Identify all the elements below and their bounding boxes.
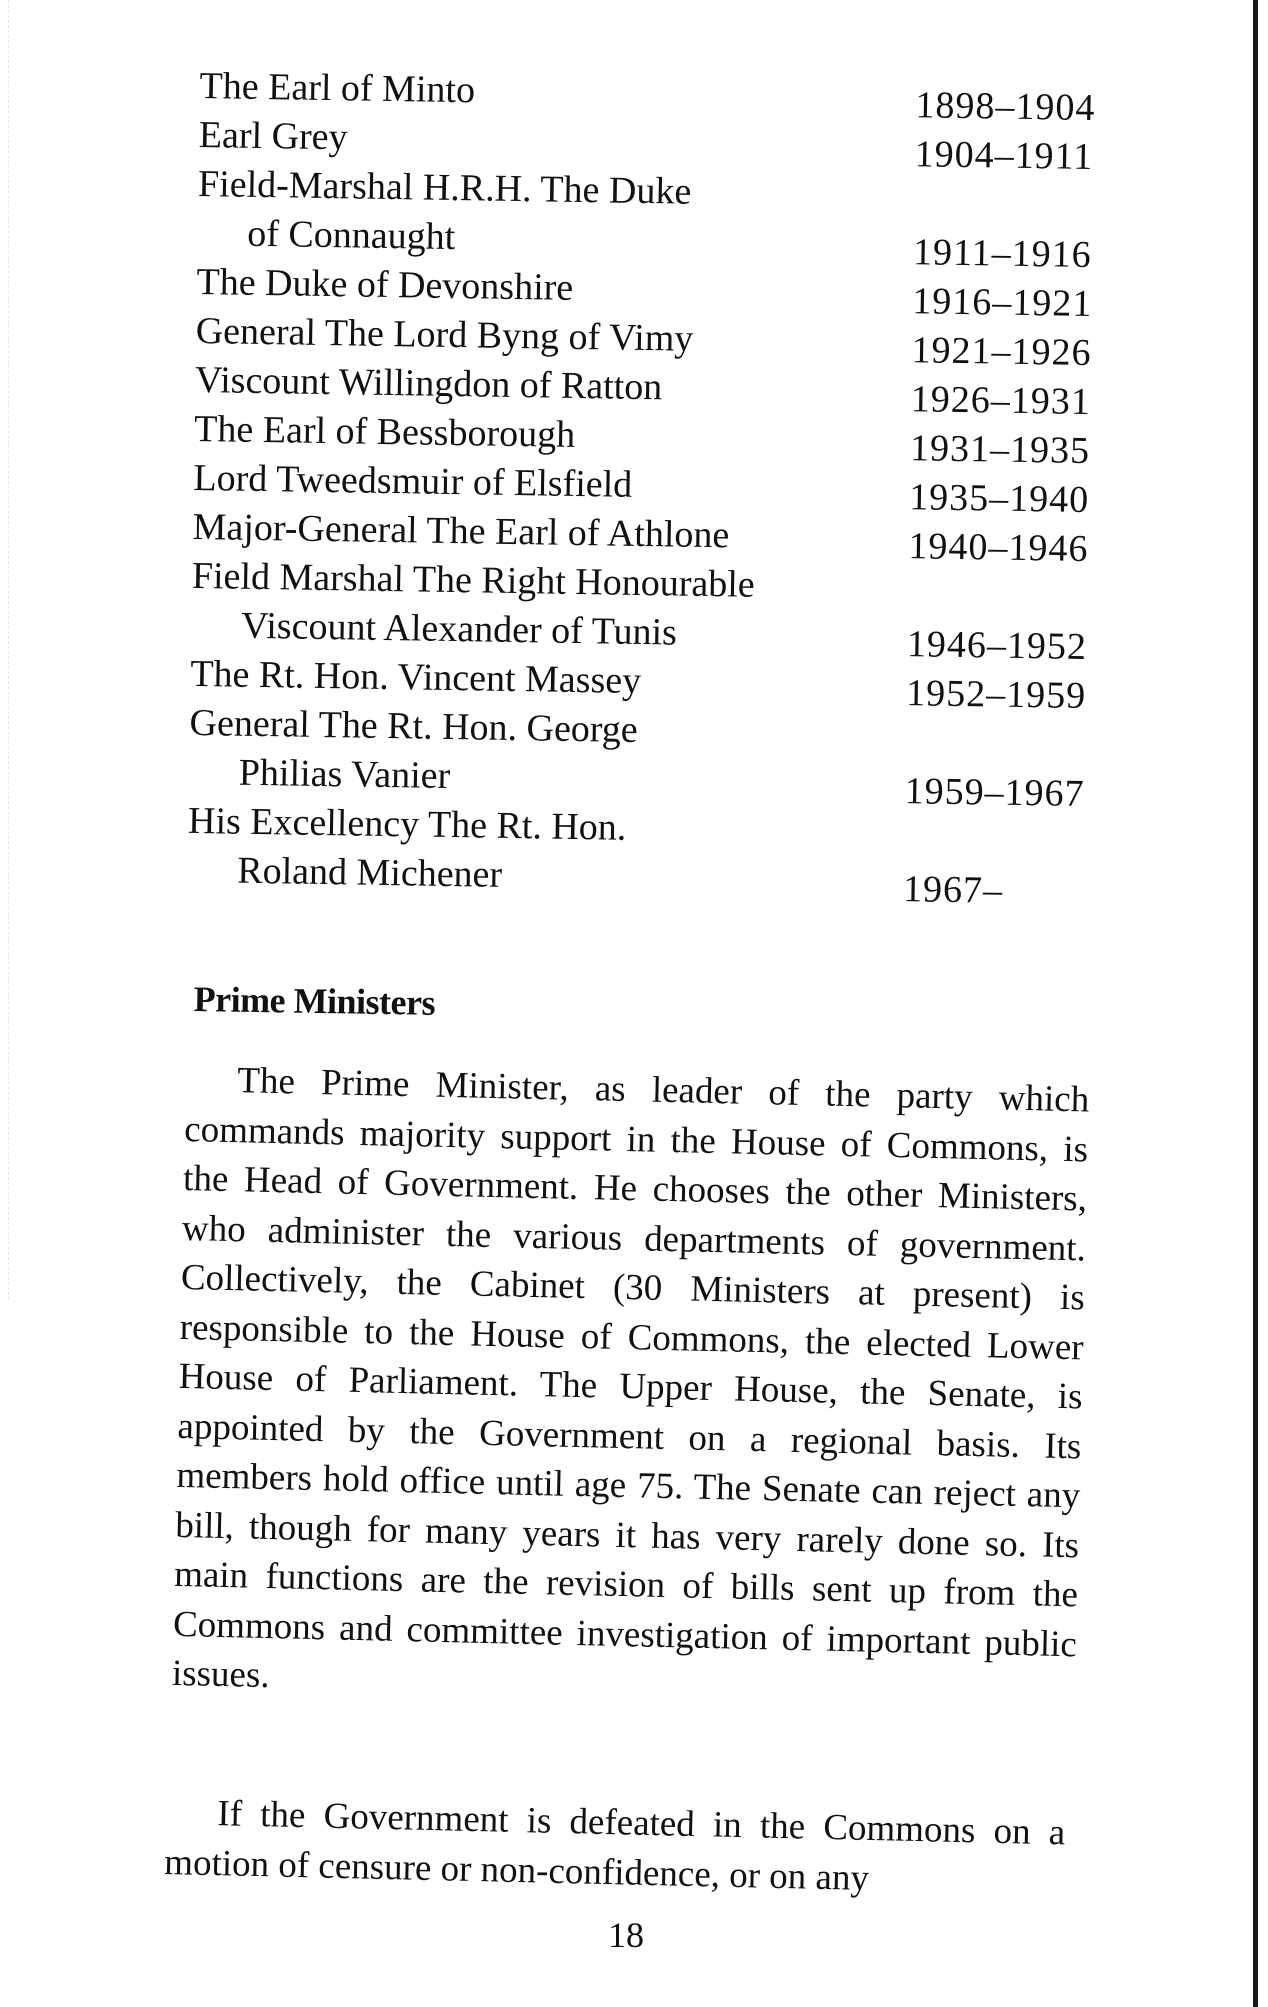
term-years: 1946–1952 bbox=[906, 623, 1088, 669]
governors-general-list bbox=[187, 62, 1140, 910]
governor-name: Earl Grey bbox=[198, 113, 348, 159]
body-paragraph: The Prime Minister, as leader of the party which commands majority support in the House of Commons, is the Head of Government. He chooses the other Ministers, who administer the various departments of government. Collectively, the Cabinet (30 Ministers at present) is responsible to the House of Commons, the elected Lower House of Parliament. The Upper House, the Senate, is appointed by the Government on a regional basis. Its members hold office until age 75. The Senate can reject any bill, though for many years it has very rarely done so. Its main functions are the revision of bills sent up from the Commons and committee investigation of important public issues. bbox=[171, 1060, 1090, 1697]
term-years: 1916–1921 bbox=[912, 280, 1093, 326]
term-years: 1967– bbox=[902, 868, 1004, 912]
term-years: 1952–1959 bbox=[905, 672, 1087, 717]
term-years: 1898–1904 bbox=[915, 84, 1096, 130]
page-edge-line bbox=[1253, 0, 1258, 2007]
governor-name bbox=[197, 160, 692, 266]
term-years: 1935–1940 bbox=[908, 476, 1090, 522]
governor-name-line-1: Field Marshal The Right Honourable bbox=[191, 554, 756, 606]
governor-name: Major-General The Earl of Athlone bbox=[192, 505, 730, 557]
governor-name-line-1: His Excellency The Rt. Hon. bbox=[187, 799, 627, 849]
term-years: 1959–1967 bbox=[904, 770, 1085, 815]
list-item bbox=[188, 699, 1129, 815]
scan-margin-specks bbox=[8, 0, 19, 1300]
governor-name-line-2: Viscount Alexander of Tunis bbox=[240, 604, 678, 654]
governor-name: The Earl of Bessborough bbox=[193, 407, 576, 456]
governor-name-line-2: of Connaught bbox=[246, 212, 456, 259]
governor-name: Viscount Willingdon of Ratton bbox=[194, 358, 663, 409]
governor-name bbox=[191, 552, 755, 659]
list-item bbox=[187, 797, 1128, 910]
governor-name-line-1: Field-Marshal H.R.H. The Duke bbox=[197, 162, 692, 213]
governor-name: The Rt. Hon. Vincent Massey bbox=[190, 652, 642, 703]
term-years: 1904–1911 bbox=[914, 133, 1094, 179]
governor-name-line-2: Philias Vanier bbox=[238, 751, 451, 798]
list-item bbox=[197, 160, 1138, 277]
body-paragraph: If the Government is defeated in the Commons on a motion of censure or non-confidence, or on any bbox=[163, 1793, 1066, 1899]
term-years: 1921–1926 bbox=[911, 329, 1092, 375]
term-years: 1926–1931 bbox=[910, 378, 1092, 424]
governor-name-line-1: General The Rt. Hon. George bbox=[189, 701, 639, 751]
governor-name: The Duke of Devonshire bbox=[196, 260, 574, 309]
governor-name: General The Lord Byng of Vimy bbox=[195, 309, 694, 360]
governor-name: The Earl of Minto bbox=[199, 64, 476, 112]
term-years: 1940–1946 bbox=[908, 525, 1089, 571]
governor-name: Lord Tweedsmuir of Elsfield bbox=[193, 456, 633, 506]
term-years: 1931–1935 bbox=[909, 427, 1091, 473]
governor-name bbox=[187, 797, 627, 902]
term-years: 1911–1916 bbox=[912, 231, 1093, 277]
list-item bbox=[191, 552, 1132, 669]
governor-name bbox=[188, 699, 638, 804]
governor-name-line-2: Roland Michener bbox=[236, 849, 503, 896]
page-number: 18 bbox=[608, 1915, 644, 1955]
section-heading: Prime Ministers bbox=[193, 978, 436, 1023]
